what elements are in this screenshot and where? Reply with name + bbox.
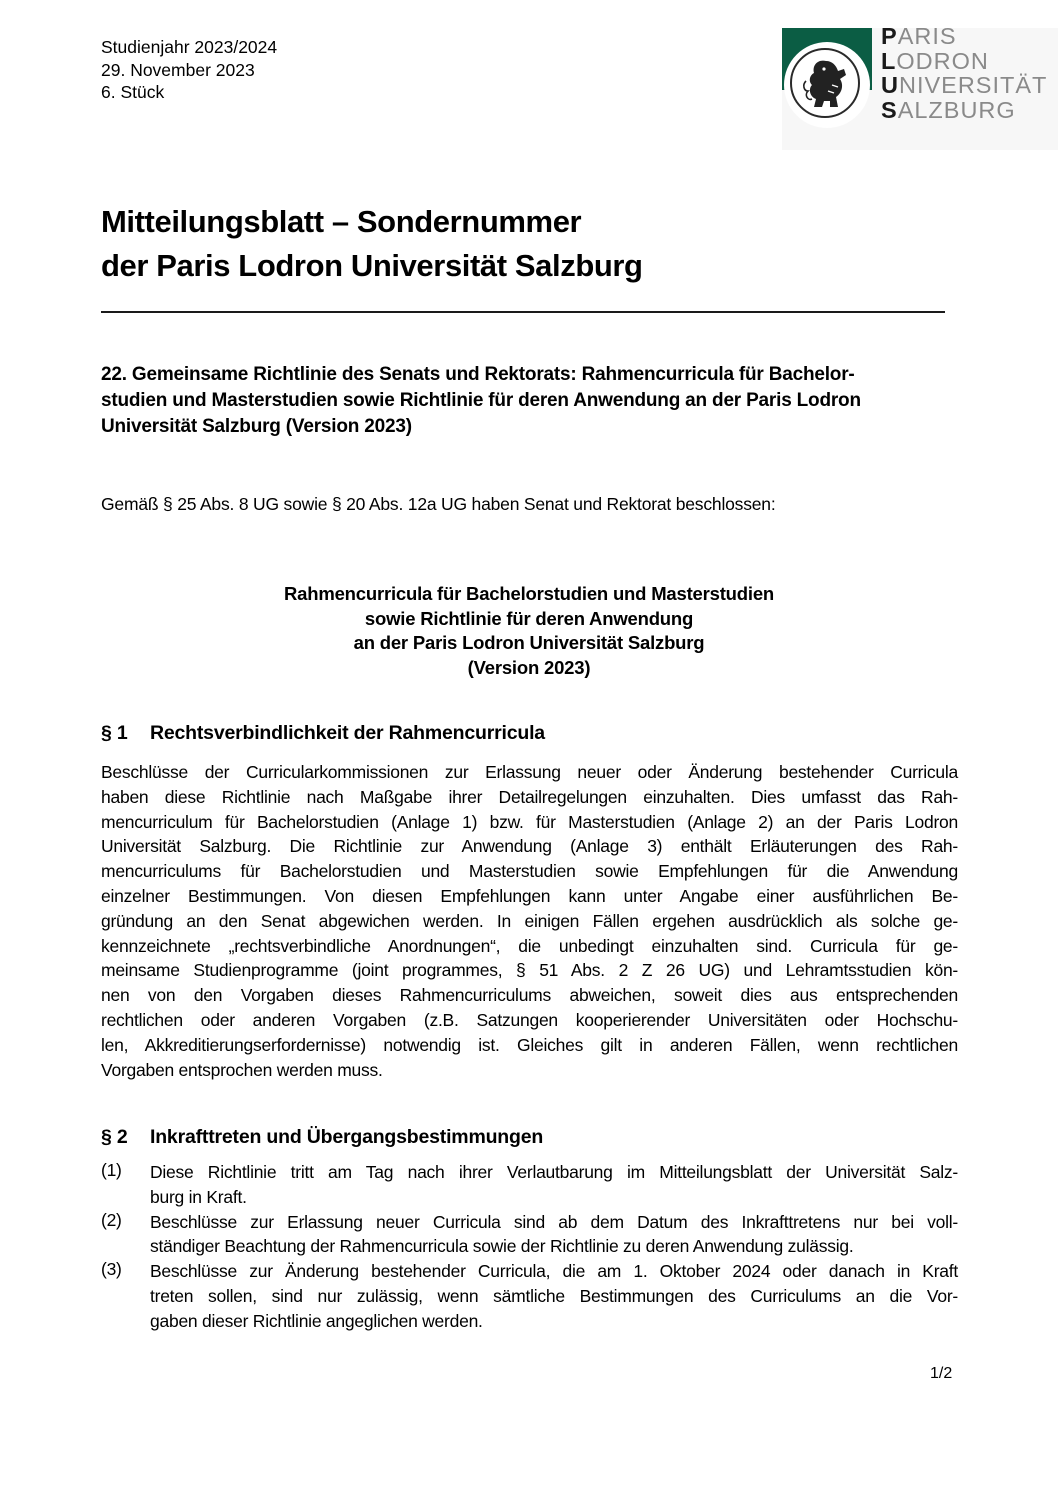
academic-year: Studienjahr 2023/2024: [101, 37, 278, 57]
issue-date: 29. November 2023: [101, 59, 255, 80]
section-number: § 1: [101, 722, 128, 744]
section-1-paragraph: Beschlüsse der Curricularkommissionen zur Erlassung neuer oder Änderung bestehender Curricula haben diese Richtlinie nach Maßgabe ihrer Detailregelungen einzuhalten. Dies umfasst das Rah- mencurriculum für Bachelorstudien (Anlage 1) bzw. für Masterstudien (Anlage 2) an der Paris Lodron Universität Salzburg. Die Richtlinie zur Anwendung (Anlage 3) enthält Erläuterungen des Rah- mencurriculums für Bachelorstudien und Masterstudien sowie Empfehlungen für die Anwendung einzelner Bestimmungen. Von diesen Empfehlungen kann unter Angabe einer ausführlichen Be- gründung an den Senat abgewichen werden. In einigen Fällen ergehen ausdrücklich als solche ge- kennzeichnete „rechtsverbindliche Anordnungen“, die unbedingt einzuhalten sind. Curricula für ge- meinsame Studienprogramme (joint programmes, § 51 Abs. 2 Z 26 UG) und Lehramtsstudien kön- nen von den Vorgaben dieses Rahmencurriculums abweichen, soweit dies aus entsprechenden rechtlichen oder anderen Vorgaben (z.B. Satzungen kooperierender Universitäten oder Hochschu- len, Akkreditierungserfordernisse) notwendig ist. Gleiches gilt in anderen Fällen, wenn rechtlichen Vorgaben entsprochen werden muss.: [101, 762, 958, 1080]
page-number: 1/2: [930, 1365, 953, 1382]
item-heading: 22. Gemeinsame Richtlinie des Senats und Rektorats: Rahmencurricula für Bachelor- studien und Masterstudien sowie Richtlinie für deren Anwendung an der Paris Lodron Universität Salzburg (Version 2023): [101, 364, 861, 437]
list-item-number: (2): [101, 1209, 122, 1230]
section-title: Inkrafttreten und Übergangsbestimmungen: [150, 1126, 544, 1148]
section-1-heading: [101, 722, 545, 745]
section-2-list: [101, 1160, 958, 1334]
university-logo: [782, 23, 1058, 150]
page-title: Mitteilungsblatt – Sondernummer der Paris Lodron Universität Salzburg: [101, 204, 643, 283]
list-item: (1) Diese Richtlinie tritt am Tag nach ihrer Verlautbarung im Mitteilungsblatt der Universität Salz- burg in Kraft.: [101, 1160, 958, 1207]
issue-number: 6. Stück: [101, 82, 165, 102]
list-item: (3) Beschlüsse zur Änderung bestehender Curricula, die am 1. Oktober 2024 oder danach in Kraft treten sollen, sind nur zulässig, wenn sämtliche Bestimmungen des Curriculums an die Vor- gaben dieser Richtlinie angeglichen werden.: [101, 1259, 958, 1331]
logo-wordmark: PARIS LODRON UNIVERSITÄT SALZBURG: [881, 23, 1048, 123]
lion-crest-icon: [790, 48, 860, 118]
section-number: § 2: [101, 1126, 128, 1148]
resolution-intro: Gemäß § 25 Abs. 8 UG sowie § 20 Abs. 12a UG haben Senat und Rektorat beschlossen:: [101, 494, 776, 514]
issue-meta: [101, 36, 277, 104]
list-item: (2) Beschlüsse zur Erlassung neuer Curricula sind ab dem Datum des Inkrafttretens nur bei voll- ständiger Beachtung der Rahmencurricula sowie der Richtlinie zu deren Anwendung zulässig.: [101, 1209, 958, 1257]
list-item-number: (3): [101, 1259, 122, 1280]
list-item-number: (1): [101, 1160, 122, 1180]
section-title: Rechtsverbindlichkeit der Rahmencurricula: [150, 722, 545, 744]
section-2-heading: [101, 1126, 543, 1149]
guideline-title: Rahmencurricula für Bachelorstudien und Masterstudien sowie Richtlinie für deren Anwendung an der Paris Lodron Universität Salzburg (Version 2023): [283, 583, 775, 678]
title-divider: [101, 311, 945, 313]
